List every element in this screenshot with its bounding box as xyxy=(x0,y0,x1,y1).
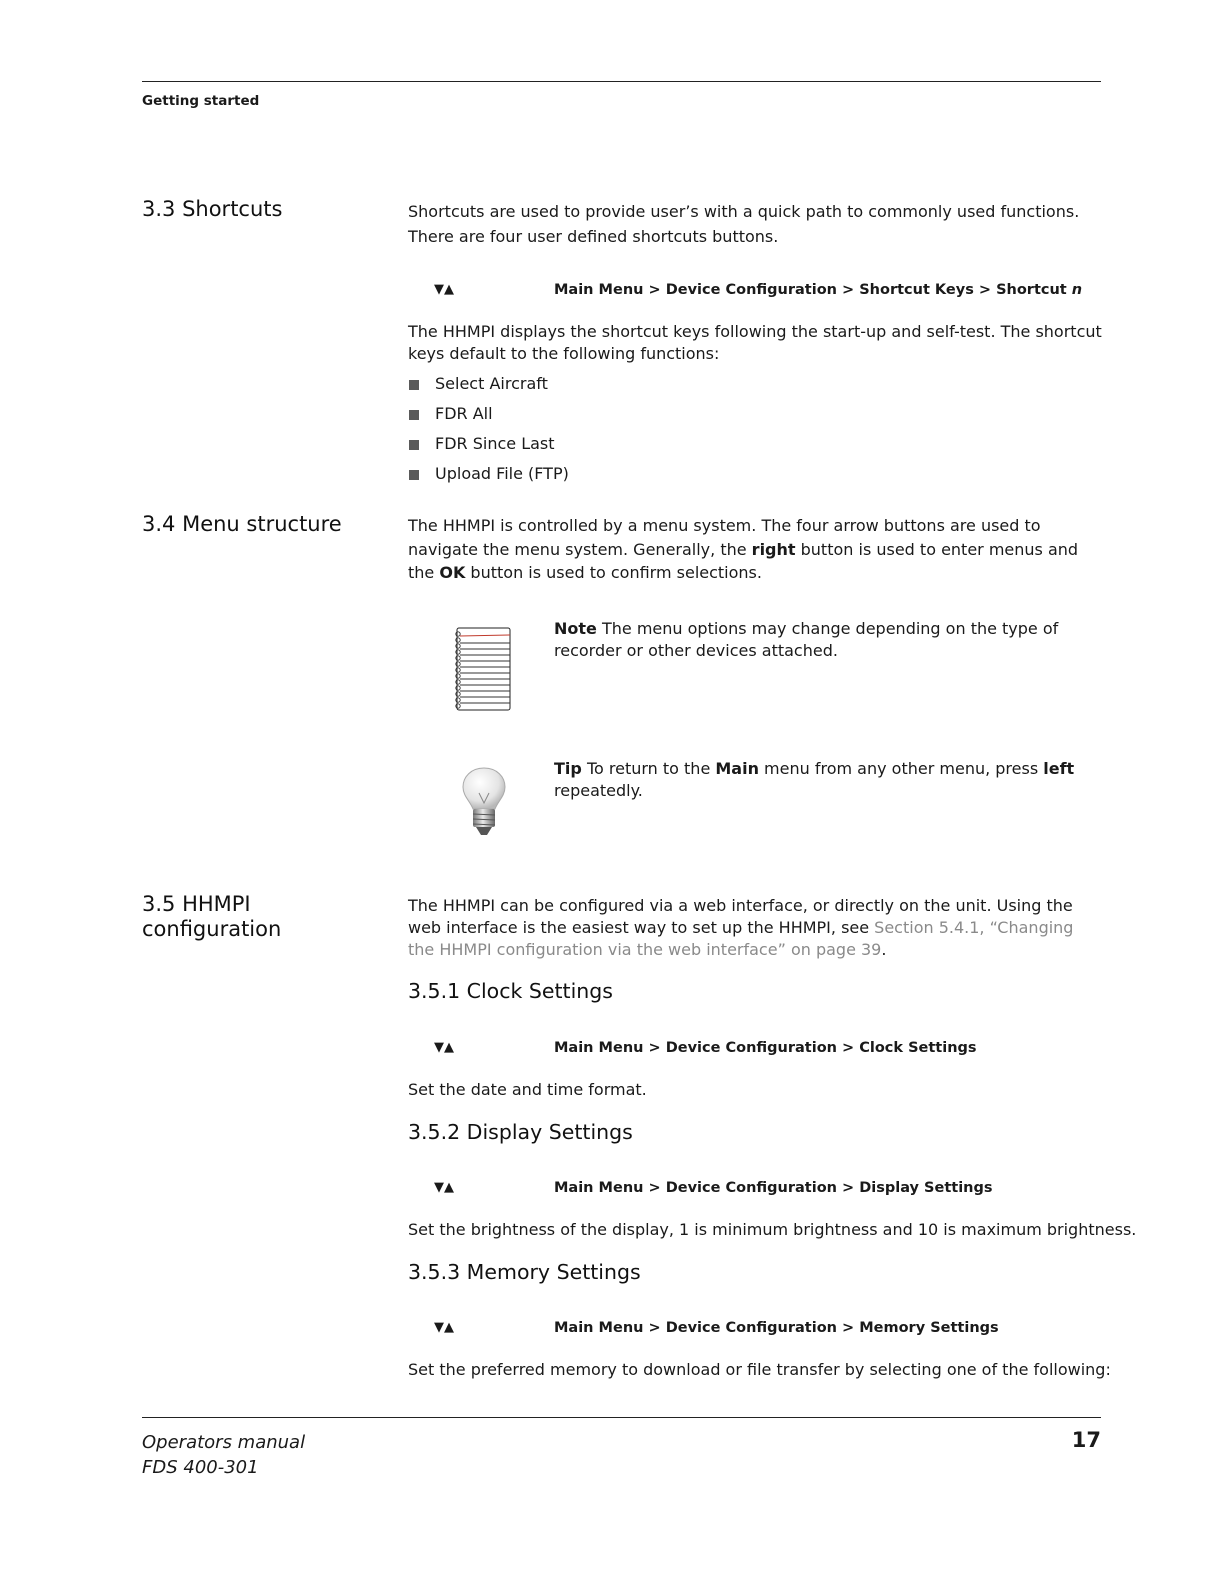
bullet-square-icon xyxy=(409,380,419,390)
footer-rule xyxy=(142,1417,1101,1418)
section-3-3-para: The HHMPI displays the shortcut keys following the start-up and self-test. The shortcut keys default to the following functions: xyxy=(408,322,1102,363)
menu-path-text: Main Menu > Device Configuration > Memory Settings xyxy=(554,1320,999,1336)
navigation-arrows-icon: ▼▲ xyxy=(434,1040,454,1055)
menu-path-display xyxy=(408,1180,1108,1200)
lightbulb-icon xyxy=(459,765,509,839)
header-rule xyxy=(142,81,1101,82)
display-settings-text: Set the brightness of the display, 1 is minimum brightness and 10 is maximum brightness. xyxy=(408,1220,1137,1239)
list-item: Upload File (FTP) xyxy=(408,463,569,493)
section-3-3-intro: Shortcuts are used to provide user’s with a quick path to commonly used functions. There are four user defined shortcuts buttons. xyxy=(408,202,1080,246)
section-3-5-para: The HHMPI can be configured via a web interface, or directly on the unit. Using the web interface is the easiest way to set up the HHMPI, see Section 5.4.1, “Changing the HHMPI configuration via the web interface” on page 39. xyxy=(408,896,1074,959)
shortcut-default-list xyxy=(408,373,569,493)
section-3-5-title: 3.5 HHMPI configuration xyxy=(142,892,282,941)
menu-path-clock xyxy=(408,1040,1108,1060)
section-3-3-title: 3.3 Shortcuts xyxy=(142,197,283,221)
memory-settings-text: Set the preferred memory to download or file transfer by selecting one of the following: xyxy=(408,1360,1111,1379)
bullet-square-icon xyxy=(409,470,419,480)
clock-settings-text: Set the date and time format. xyxy=(408,1080,647,1099)
menu-path-shortcuts xyxy=(408,282,1108,302)
document-code: FDS 400-301 xyxy=(142,1457,259,1478)
bullet-square-icon xyxy=(409,410,419,420)
list-item: FDR All xyxy=(408,403,569,433)
menu-path-text: Main Menu > Device Configuration > Clock Settings xyxy=(554,1040,977,1056)
list-item: Select Aircraft xyxy=(408,373,569,403)
navigation-arrows-icon: ▼▲ xyxy=(434,1180,454,1195)
subsection-3-5-3-title: 3.5.3 Memory Settings xyxy=(408,1260,641,1284)
notepad-icon xyxy=(452,624,514,714)
tip-callout-text: Tip To return to the Main menu from any other menu, press left repeatedly. xyxy=(554,759,1075,800)
menu-path-text: Main Menu > Device Configuration > Shortcut Keys > Shortcut n xyxy=(554,282,1083,298)
navigation-arrows-icon: ▼▲ xyxy=(434,282,454,297)
navigation-arrows-icon: ▼▲ xyxy=(434,1320,454,1335)
menu-path-text: Main Menu > Device Configuration > Display Settings xyxy=(554,1180,993,1196)
page-number: 17 xyxy=(1071,1428,1101,1452)
subsection-3-5-1-title: 3.5.1 Clock Settings xyxy=(408,979,613,1003)
running-header: Getting started xyxy=(142,93,260,109)
subsection-3-5-2-title: 3.5.2 Display Settings xyxy=(408,1120,633,1144)
list-item: FDR Since Last xyxy=(408,433,569,463)
menu-path-memory xyxy=(408,1320,1108,1340)
section-3-4-para: The HHMPI is controlled by a menu system. The four arrow buttons are used to navigate the menu system. Generally, the right button is used to enter menus and the OK button is used to confirm selections. xyxy=(408,516,1079,582)
bullet-square-icon xyxy=(409,440,419,450)
tip-label: Tip xyxy=(554,759,582,778)
footer-document-info xyxy=(142,1430,305,1480)
note-callout-text: Note The menu options may change depending on the type of recorder or other devices attached. xyxy=(554,619,1059,660)
cross-reference-link[interactable]: Section 5.4.1, “Changing the HHMPI configuration via the web interface” on page 39 xyxy=(408,918,1074,959)
section-3-4-title: 3.4 Menu structure xyxy=(142,512,342,536)
menu-path-variable: n xyxy=(1071,282,1083,298)
document-title: Operators manual xyxy=(142,1432,306,1453)
note-label: Note xyxy=(554,619,597,638)
